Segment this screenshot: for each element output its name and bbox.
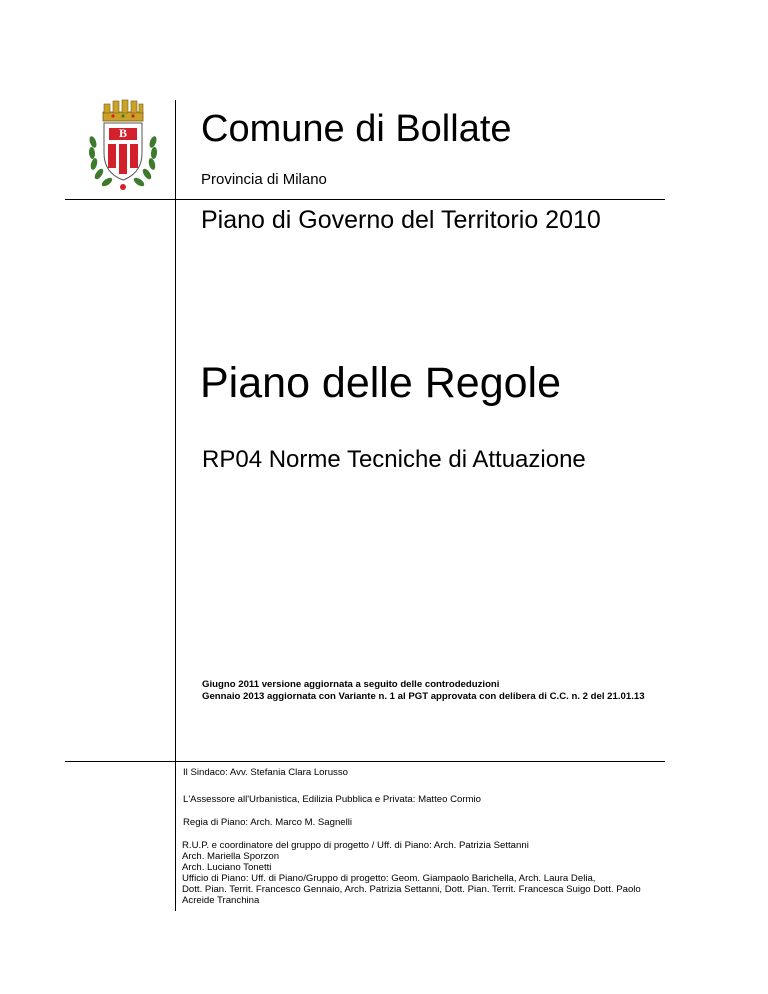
- vertical-rule: [175, 100, 176, 911]
- document-code-title: RP04 Norme Tecniche di Attuazione: [202, 446, 586, 473]
- crown-icon: [103, 100, 143, 121]
- crest-letter: B: [118, 126, 127, 140]
- version-note-2011: Giugno 2011 versione aggiornata a seguito delle controdeduzioni: [202, 679, 500, 690]
- credit-regia: Regia di Piano: Arch. Marco M. Sagnelli: [183, 817, 353, 828]
- credit-line: R.U.P. e coordinatore del gruppo di progetto / Uff. di Piano: Arch. Patrizia Settanni: [182, 840, 529, 851]
- bollate-crest-logo: [84, 98, 162, 192]
- province-label: Provincia di Milano: [201, 171, 327, 188]
- credit-sindaco: Il Sindaco: Avv. Stefania Clara Lorusso: [183, 767, 348, 778]
- version-note-2013: Gennaio 2013 aggiornata con Variante n. 1 al PGT approvata con delibera di C.C. n. 2 del 21.01.13: [202, 691, 645, 702]
- credits-rule: [65, 761, 665, 762]
- credit-line: Arch. Luciano Tonetti: [182, 862, 272, 873]
- credit-line: Acreide Tranchina: [182, 895, 260, 906]
- credit-assessore: L'Assessore all'Urbanistica, Edilizia Pubblica e Privata: Matteo Cormio: [183, 794, 481, 805]
- credit-line: Dott. Pian. Territ. Francesco Gennaio, Arch. Patrizia Settanni, Dott. Pian. Territ. Francesca Suigo Dott. Paolo: [182, 884, 641, 895]
- credits-list: [182, 840, 682, 906]
- municipality-title: Comune di Bollate: [201, 108, 512, 150]
- credit-line: Arch. Mariella Sporzon: [182, 851, 280, 862]
- header-rule: [65, 199, 665, 200]
- document-title: Piano delle Regole: [200, 359, 561, 407]
- credit-line: Ufficio di Piano: Uff. di Piano/Gruppo di progetto: Geom. Giampaolo Barichella, Arch. Laura Delia,: [182, 873, 596, 884]
- plan-title: Piano di Governo del Territorio 2010: [201, 206, 601, 234]
